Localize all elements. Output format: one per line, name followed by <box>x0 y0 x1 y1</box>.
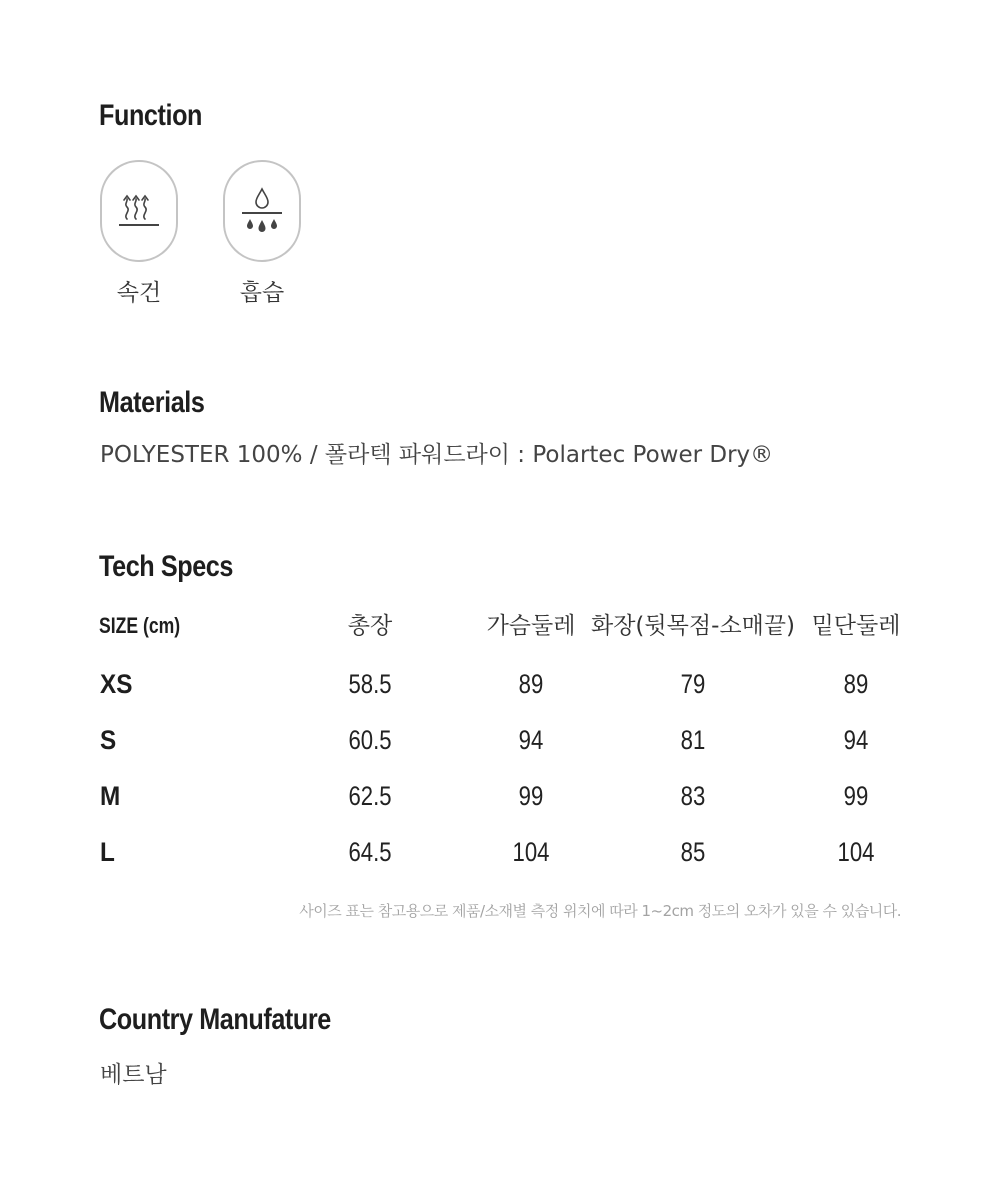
materials-heading: Materials <box>99 386 205 419</box>
table-cell: 58.5 <box>348 669 392 699</box>
table-cell: 89 <box>518 669 544 699</box>
column-header-total-length: 총장 <box>347 613 393 639</box>
table-cell: 99 <box>518 781 544 811</box>
table-cell: 94 <box>843 725 869 755</box>
table-cell: 104 <box>837 837 875 867</box>
table-cell: 81 <box>680 725 706 755</box>
table-cell: 104 <box>512 837 550 867</box>
heat-waves-icon <box>117 191 161 231</box>
table-cell: 64.5 <box>348 837 392 867</box>
table-cell: 99 <box>843 781 869 811</box>
column-header-hem: 밑단둘레 <box>811 613 901 639</box>
table-cell: 62.5 <box>348 781 392 811</box>
size-chart-note: 사이즈 표는 참고용으로 제품/소재별 측정 위치에 따라 1~2cm 정도의 오차가 있을 수 있습니다. <box>299 902 901 920</box>
function-label: 흡습 <box>239 280 285 306</box>
row-size-label: L <box>100 837 115 867</box>
function-heading: Function <box>99 99 203 132</box>
column-header-sleeve: 화장(뒷목점-소매끝) <box>591 613 795 639</box>
row-size-label: XS <box>100 669 133 699</box>
table-cell: 60.5 <box>348 725 392 755</box>
table-cell: 79 <box>680 669 706 699</box>
column-header-chest: 가슴둘레 <box>486 613 576 639</box>
row-size-label: S <box>100 725 117 755</box>
function-item-quick-dry <box>100 160 178 307</box>
country-heading: Country Manufature <box>99 1003 331 1036</box>
materials-text: POLYESTER 100% / 폴라텍 파워드라이 : Polartec Power Dry® <box>100 442 774 468</box>
row-size-label: M <box>100 781 121 811</box>
function-item-absorbent <box>223 160 301 307</box>
table-cell: 85 <box>680 837 706 867</box>
function-label: 속건 <box>116 280 162 306</box>
country-value: 베트남 <box>100 1062 167 1088</box>
table-cell: 83 <box>680 781 706 811</box>
water-drops-icon <box>240 187 284 235</box>
function-badge <box>223 160 301 262</box>
tech-specs-heading: Tech Specs <box>99 550 234 583</box>
function-badge <box>100 160 178 262</box>
table-cell: 89 <box>843 669 869 699</box>
column-header-size: SIZE (cm) <box>99 613 181 638</box>
table-cell: 94 <box>518 725 544 755</box>
